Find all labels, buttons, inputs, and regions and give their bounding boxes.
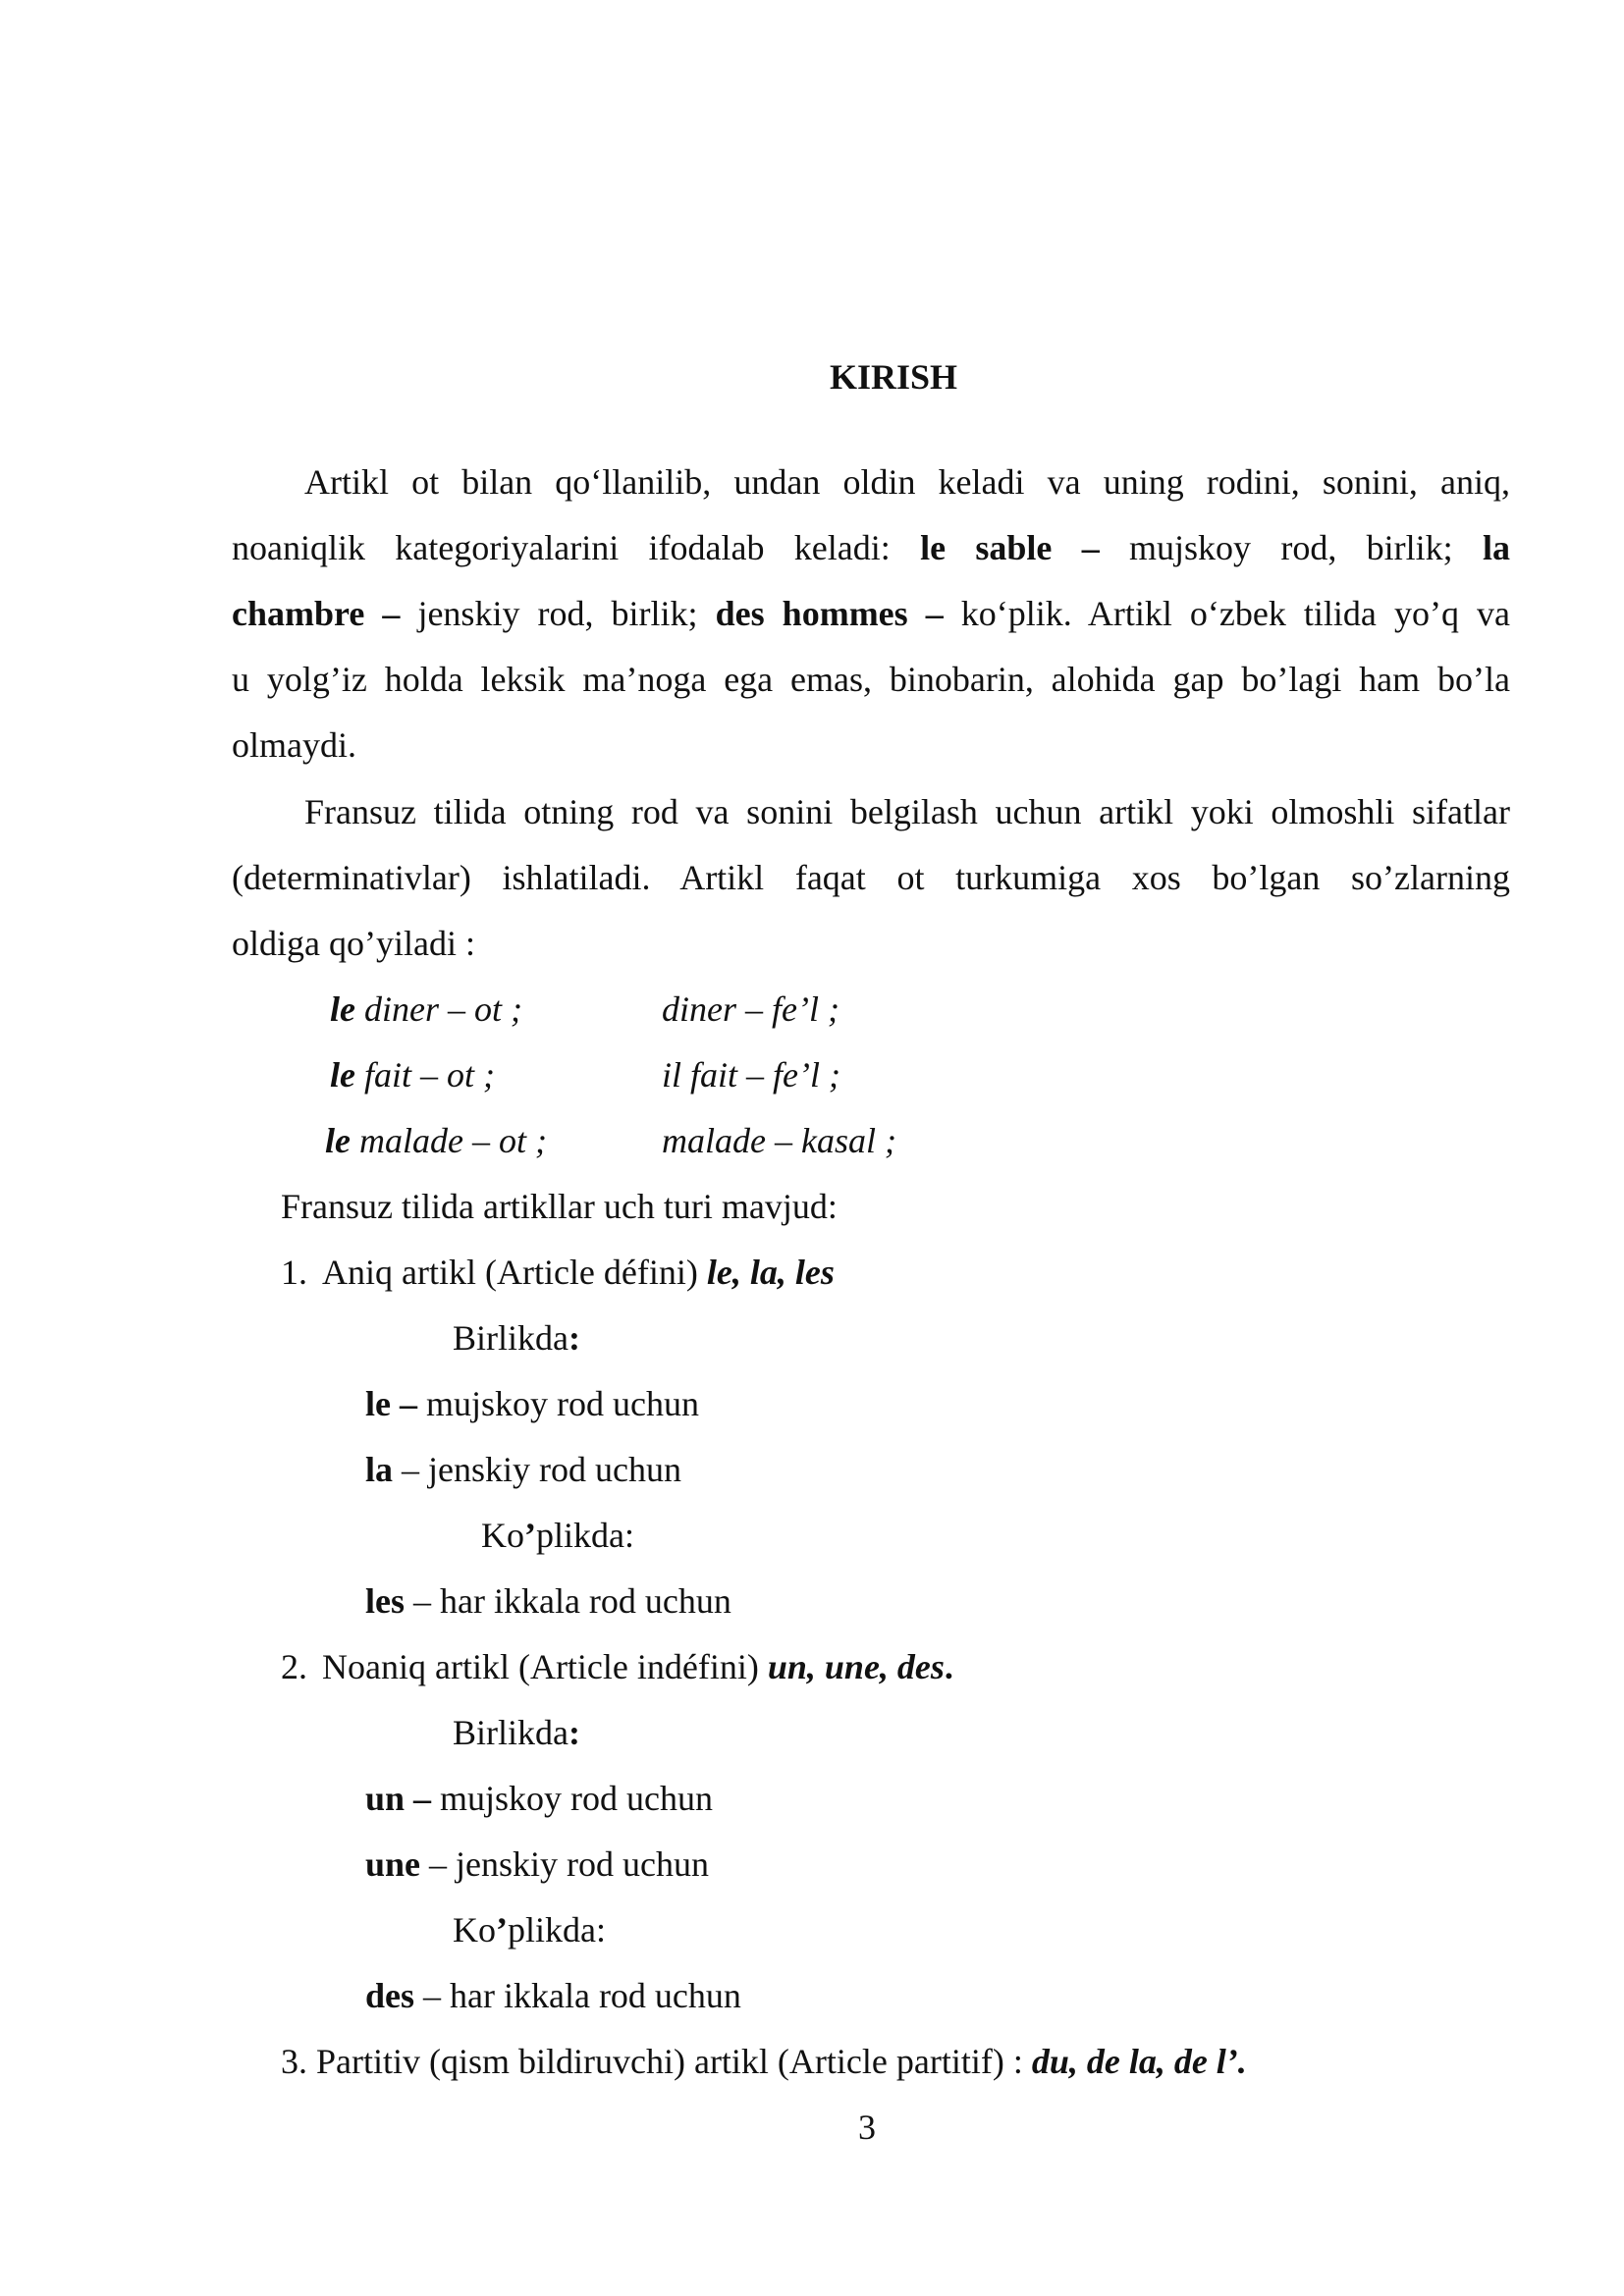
colon: : [568,1318,580,1358]
article-desc: – har ikkala rod uchun [405,1581,731,1621]
article-forms: du, de la, de l’. [1031,2042,1247,2081]
paragraph-2-line-2: (determinativlar) ishlatiladi. Artikl faqat ot turkumiga xos bo’lgan so’zlarning [232,858,1510,897]
example-left [330,1053,495,1096]
example-right: il fait – fe’l ; [662,1055,840,1095]
article-entry [365,1382,699,1425]
apostrophe: ’ [496,1910,508,1949]
list-item-3 [281,2040,1247,2083]
label-text: Birlikda [453,1713,568,1752]
dot: . [944,1647,953,1686]
article-desc: – jenskiy rod uchun [420,1844,709,1884]
example-left [325,1119,547,1162]
text: mujskoy rod, birlik; [1099,528,1483,567]
article-le: le [330,1055,355,1095]
article-desc: mujskoy rod uchun [431,1779,714,1818]
paragraph-2-line-3: oldiga qo’yiladi : [232,924,475,963]
example-right: diner – fe’l ; [662,989,839,1029]
list-text: Noaniq artikl (Article indéfini) [322,1647,768,1686]
article-entry [365,1777,713,1820]
article-desc: – jenskiy rod uchun [393,1450,681,1489]
paragraph-1-line-2 [232,526,1510,569]
article-forms: un, une, des [767,1647,945,1686]
apostrophe: ’ [524,1516,536,1555]
article-desc: mujskoy rod uchun [416,1384,699,1423]
bold-term: chambre – [232,594,401,633]
article: la [365,1450,394,1489]
label-text: plikda: [508,1910,606,1949]
list-item-1 [281,1251,835,1294]
bold-term: des hommes – [715,594,944,633]
paragraph-2-line-1: Fransuz tilida otning rod va sonini belgilash uchun artikl yoki olmoshli sifatlar [304,792,1510,831]
text: jenskiy rod, birlik; [400,594,716,633]
article: un – [365,1779,432,1818]
bold-term: la [1483,528,1511,567]
singular-label [453,1316,580,1360]
article-le: le [330,989,355,1029]
article-entry [365,1579,731,1623]
article-entry [365,1842,709,1886]
paragraph-1-line-4: u yolg’iz holda leksik ma’noga ega emas, binobarin, alohida gap bo’lagi ham bo’la [232,660,1510,699]
list-text: Aniq artikl (Article défini) [322,1253,707,1292]
paragraph-1-line-1: Artikl ot bilan qo‘llanilib, undan oldin keladi va uning rodini, sonini, aniq, [304,462,1510,502]
article-entry [365,1448,681,1491]
label-text: Ko [453,1910,496,1949]
article: les [365,1581,405,1621]
article: des [365,1976,415,2015]
example-right: malade – kasal ; [662,1121,896,1160]
page-title: KIRISH [830,357,958,397]
article-le: le [325,1121,351,1160]
list-number: 2. [281,1647,307,1686]
paragraph-1-line-3 [232,592,1510,635]
text: noaniqlik kategoriyalarini ifodalab keladi: [232,528,921,567]
types-intro: Fransuz tilida artikllar uch turi mavjud: [281,1187,838,1226]
label-text: Birlikda [453,1318,568,1358]
colon: : [568,1713,580,1752]
paragraph-1-line-5: olmaydi. [232,725,356,765]
page-number: 3 [858,2108,876,2147]
article-entry [365,1974,741,2017]
label-text: Ko [481,1516,524,1555]
singular-label [453,1711,580,1754]
bold-term: le sable – [920,528,1100,567]
example-text: diner – ot ; [354,989,522,1029]
plural-label [481,1514,634,1557]
plural-label [453,1908,606,1951]
example-text: fait – ot ; [354,1055,495,1095]
article: le – [365,1384,417,1423]
example-left [330,988,522,1031]
example-text: malade – ot ; [350,1121,547,1160]
article: une [365,1844,421,1884]
list-number: 1. [281,1253,307,1292]
article-forms: le, la, les [706,1253,835,1292]
list-item-2 [281,1645,953,1688]
list-text: 3. Partitiv (qism bildiruvchi) artikl (Article partitif) : [281,2042,1032,2081]
text: ko‘plik. Artikl o‘zbek tilida yo’q va [943,594,1510,633]
article-desc: – har ikkala rod uchun [414,1976,741,2015]
label-text: plikda: [536,1516,634,1555]
